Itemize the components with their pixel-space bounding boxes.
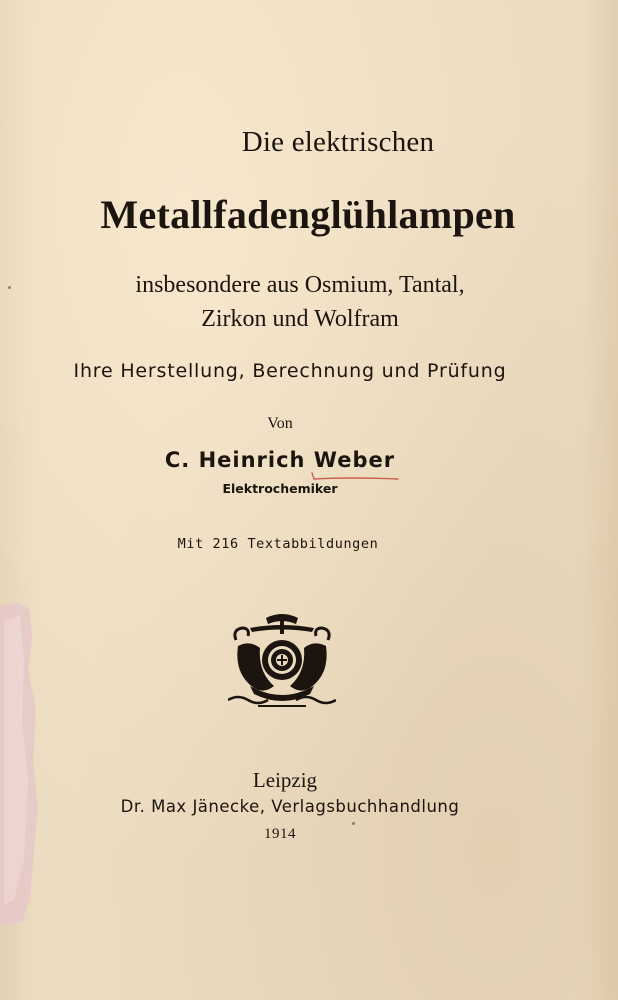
publisher-name: Dr. Max Jänecke, Verlagsbuchhandlung	[120, 797, 460, 816]
subtitle-line-2: Zirkon und Wolfram	[201, 306, 399, 332]
paper-speck	[352, 822, 355, 825]
publication-place: Leipzig	[252, 768, 318, 792]
illustrations-note: Mit 216 Textabbildungen	[177, 536, 379, 552]
by-label: Von	[267, 415, 293, 432]
author-name: C. Heinrich Weber	[164, 448, 396, 472]
publication-year: 1914	[264, 826, 296, 842]
subtitle-line-3: Ihre Herstellung, Berechnung und Prüfung	[73, 360, 507, 382]
subtitle-line-1: insbesondere aus Osmium, Tantal,	[135, 272, 465, 298]
title-line-1: Die elektrischen	[241, 126, 435, 158]
main-title: Metallfadenglühlampen	[100, 192, 516, 237]
ship-printer-mark-icon	[228, 612, 336, 708]
paper-speck	[8, 286, 11, 289]
library-label-remnant	[0, 600, 44, 926]
pencil-underline-mark	[310, 472, 400, 480]
author-role: Elektrochemiker	[222, 481, 338, 496]
